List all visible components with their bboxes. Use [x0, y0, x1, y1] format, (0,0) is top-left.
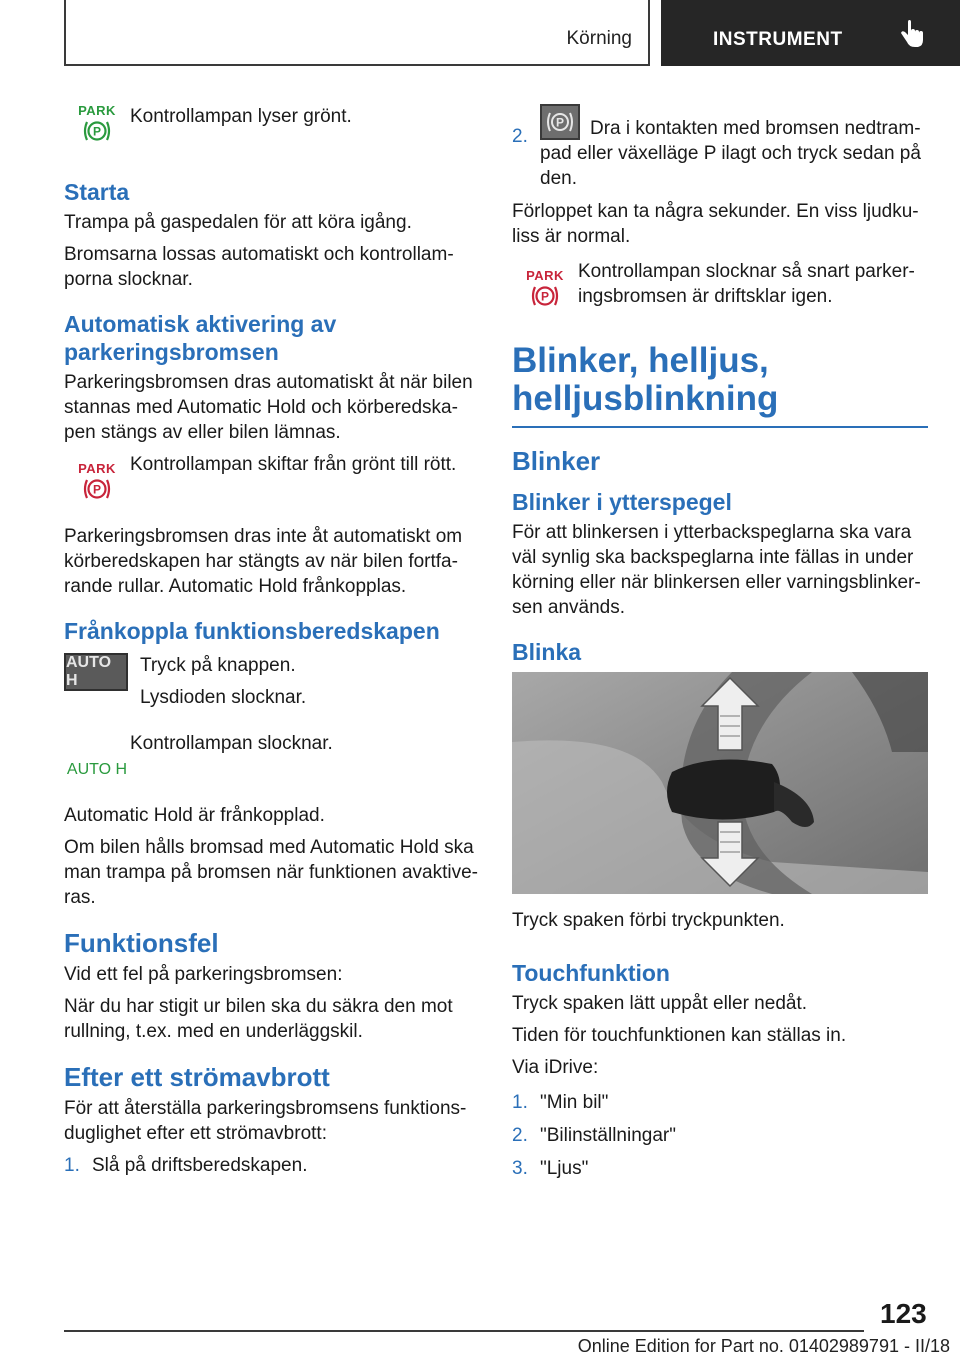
fel-text-1: Vid ett fel på parkeringsbromsen:	[64, 964, 343, 985]
svg-text:P: P	[555, 115, 565, 130]
blinka-text: Tryck spaken förbi tryckpunkten.	[512, 910, 785, 931]
svg-text:P: P	[92, 482, 102, 497]
press-button-row	[64, 653, 480, 717]
park-word: PARK	[78, 461, 116, 476]
chapter-heading: Blinker, helljus, helljusblinkning	[512, 342, 928, 428]
idrive-menu-path	[512, 1090, 928, 1181]
heading-funktionsfel: Funktionsfel	[64, 928, 219, 958]
strom-steps	[64, 1153, 480, 1178]
lamp-ready-text: Kontrollampan slocknar så snart parker-ingsbromsen är driftsklar igen.	[578, 261, 915, 307]
forlopp-text: Förloppet kan ta några sekunder. En viss ljudku-liss är normal.	[512, 201, 919, 247]
heading-auto-activation: Automatisk aktivering av parkeringsbromsen	[64, 311, 337, 365]
lamp-green-text: Kontrollampan lyser grönt.	[130, 106, 352, 127]
list-item: 2. "Bilinställningar"	[512, 1125, 676, 1146]
led-off-text: Lysdioden slocknar.	[140, 687, 307, 708]
fel-text-2: När du har stigit ur bilen ska du säkra den mot rullning, t.ex. med en underläggskil.	[64, 996, 453, 1042]
hold-off-text: Automatic Hold är frånkopplad.	[64, 805, 325, 826]
chapter-label: INSTRUMENT	[713, 29, 843, 50]
pointing-hand-icon	[899, 20, 925, 56]
heading-frankoppla: Frånkoppla funktionsberedskapen	[64, 618, 440, 644]
lamp-switch-row	[64, 452, 480, 502]
lamp-off-text: Kontrollampan slocknar.	[130, 733, 333, 754]
list-item: 1. Slå på driftsberedskapen.	[64, 1155, 308, 1176]
list-item: 1. "Min bil"	[512, 1092, 609, 1113]
auto-text-2: Parkeringsbromsen dras inte åt automatiskt om körberedskapen har stängts av när bilen fortfa-rande rullar. Automatic Hold frånkopplas.	[64, 526, 463, 597]
press-button-text: Tryck på knappen.	[140, 655, 296, 676]
lamp-ready-row	[512, 259, 928, 316]
right-column	[512, 104, 928, 1189]
heading-ytterspegel: Blinker i ytterspegel	[512, 489, 732, 515]
parking-brake-switch-icon	[540, 104, 580, 140]
parking-brake-red-icon	[82, 476, 112, 502]
auto-hold-green-icon: AUTO H	[66, 761, 128, 778]
park-green-indicator	[64, 104, 130, 144]
lamp-switch-text: Kontrollampan skiftar från grönt till rött.	[130, 454, 457, 475]
auto-text-1: Parkeringsbromsen dras automatiskt åt när bilen stannas med Automatic Hold och körberedska-pen stängs av eller bilen lämnas.	[64, 372, 473, 443]
list-item: 3. "Ljus"	[512, 1158, 589, 1179]
starta-text-1: Trampa på gaspedalen för att köra igång.	[64, 212, 412, 233]
footer-divider	[64, 1330, 864, 1332]
starta-text-2: Bromsarna lossas automatiskt och kontrollam-porna slocknar.	[64, 244, 454, 290]
touch-text-3: Via iDrive:	[512, 1057, 599, 1078]
page-number: 123	[880, 1298, 927, 1329]
parking-brake-red-icon	[530, 283, 560, 309]
touch-text-1: Tryck spaken lätt uppåt eller nedåt.	[512, 993, 808, 1014]
park-word: PARK	[526, 268, 564, 283]
heading-touchfunktion: Touchfunktion	[512, 960, 670, 986]
list-item: 2. P Dra i kontakten med bromsen nedtram-pad eller växelläge P ilagt och tryck sedan på den.	[512, 104, 928, 191]
park-word: PARK	[78, 103, 116, 118]
svg-text:P: P	[540, 289, 550, 304]
step-2-text: Dra i kontakten med bromsen nedtram-pad eller växelläge P ilagt och tryck sedan på den.	[540, 118, 921, 189]
lamp-off-row	[64, 731, 480, 779]
parking-brake-green-icon	[82, 118, 112, 144]
park-red-indicator	[512, 259, 578, 309]
hold-text: Om bilen hålls bromsad med Automatic Hold ska man trampa på bromsen när funktionen avaktive-ras.	[64, 837, 478, 908]
step-2	[512, 104, 928, 191]
lamp-green-row	[64, 104, 480, 144]
spegel-text: För att blinkersen i ytterbackspeglarna ska vara väl synlig ska backspeglarna inte fällas in under körning eller när blinkersen eller varningsblinker-sen används.	[512, 522, 921, 618]
footer-edition: Online Edition for Part no. 01402989791 - II/18	[577, 1336, 950, 1356]
strom-text: För att återställa parkeringsbromsens funktions-duglighet efter ett strömavbrott:	[64, 1098, 467, 1144]
section-title: Körning	[566, 28, 632, 49]
heading-stromavbrott: Efter ett strömavbrott	[64, 1062, 330, 1092]
left-column	[64, 98, 480, 1186]
svg-text:P: P	[92, 124, 102, 139]
turn-signal-lever-image	[512, 672, 928, 894]
park-red-indicator	[64, 452, 130, 502]
header-frame	[64, 0, 650, 66]
heading-blinker: Blinker	[512, 446, 601, 476]
auto-hold-button-icon: AUTO H	[64, 653, 128, 691]
heading-starta: Starta	[64, 179, 130, 205]
touch-text-2: Tiden för touchfunktionen kan ställas in.	[512, 1025, 847, 1046]
chapter-tab[interactable]	[661, 0, 960, 66]
heading-blinka: Blinka	[512, 639, 582, 665]
